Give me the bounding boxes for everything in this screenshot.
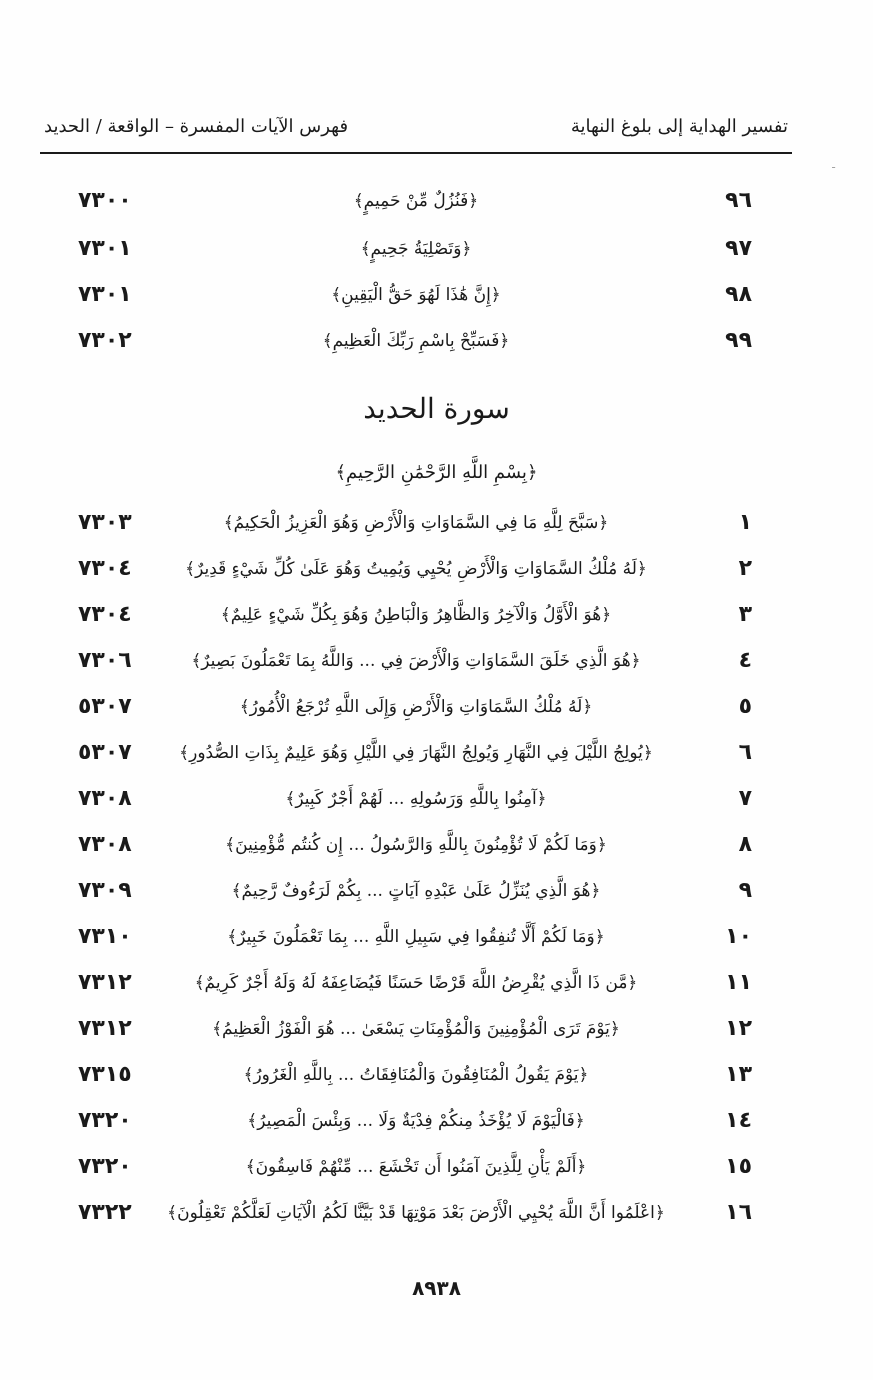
table-row bbox=[40, 1014, 792, 1048]
page-reference: ٧٣٠٩ bbox=[78, 878, 132, 903]
page-reference: ٧٣٠٣ bbox=[78, 510, 132, 535]
verse-number: ١٦ bbox=[725, 1200, 752, 1225]
table-row bbox=[40, 326, 792, 360]
verse-text: ﴿اعْلَمُوا أَنَّ اللَّهَ يُحْيِي الْأَرْضَ بَعْدَ مَوْتِهَا قَدْ بَيَّنَّا لَكُمُ الْآيَاتِ لَعَلَّكُمْ تَعْقِلُونَ﴾ bbox=[167, 1203, 665, 1223]
verse-text: ﴿أَلَمْ يَأْنِ لِلَّذِينَ آمَنُوا أَن تَخْشَعَ ... مِّنْهُمْ فَاسِقُونَ﴾ bbox=[245, 1157, 587, 1177]
page-reference: ٧٣١٢ bbox=[78, 970, 132, 995]
verse-number: ٥ bbox=[738, 694, 752, 719]
table-row bbox=[40, 554, 792, 588]
page-reference: ٧٣٠٨ bbox=[78, 786, 132, 811]
table-row bbox=[40, 968, 792, 1002]
table-row bbox=[40, 784, 792, 818]
page-reference: ٧٣١٠ bbox=[78, 924, 132, 949]
verse-text: ﴿وَمَا لَكُمْ أَلَّا تُنفِقُوا فِي سَبِيلِ اللَّهِ ... بِمَا تَعْمَلُونَ خَبِيرٌ﴾ bbox=[227, 927, 605, 947]
running-header bbox=[40, 112, 792, 154]
page-reference: ٧٣٢٠ bbox=[78, 1154, 132, 1179]
table-row bbox=[40, 280, 792, 314]
verse-text: ﴿فَنُزُلٌ مِّنْ حَمِيمٍ﴾ bbox=[353, 191, 479, 211]
table-row bbox=[40, 738, 792, 772]
table-row bbox=[40, 692, 792, 726]
verse-number: ٩٨ bbox=[725, 282, 752, 307]
verse-number: ١١ bbox=[725, 970, 752, 995]
book-title: تفسير الهداية إلى بلوغ النهاية bbox=[570, 116, 788, 137]
page-reference: ٧٣٠٤ bbox=[78, 556, 132, 581]
page-reference: ٧٣٠١ bbox=[78, 282, 132, 307]
page-reference: ٧٣٠٠ bbox=[78, 188, 132, 213]
table-row bbox=[40, 508, 792, 542]
verse-number: ٩ bbox=[738, 878, 752, 903]
page-reference: ٧٣٠٢ bbox=[78, 328, 132, 353]
table-row bbox=[40, 1152, 792, 1186]
verse-number: ٩٦ bbox=[725, 188, 752, 213]
verse-number: ٤ bbox=[738, 648, 752, 673]
verse-text: ﴿فَسَبِّحْ بِاسْمِ رَبِّكَ الْعَظِيمِ﴾ bbox=[322, 331, 510, 351]
page-reference: ٧٣٠٦ bbox=[78, 648, 132, 673]
verse-text: ﴿سَبَّحَ لِلَّهِ مَا فِي السَّمَاوَاتِ وَالْأَرْضِ وَهُوَ الْعَزِيزُ الْحَكِيمُ﴾ bbox=[223, 513, 609, 533]
verse-text: ﴿وَتَصْلِيَةُ جَحِيمٍ﴾ bbox=[360, 239, 472, 259]
page-reference: ٥٣٠٧ bbox=[78, 694, 132, 719]
verse-text: ﴿مَّن ذَا الَّذِي يُقْرِضُ اللَّهَ قَرْضًا حَسَنًا فَيُضَاعِفَهُ لَهُ وَلَهُ أَجْرٌ كَرِيمٌ﴾ bbox=[194, 973, 638, 993]
table-row bbox=[40, 646, 792, 680]
verse-number: ١٠ bbox=[725, 924, 752, 949]
page-reference: ٧٣٢٢ bbox=[78, 1200, 132, 1225]
page-reference: ٧٣٠٨ bbox=[78, 832, 132, 857]
page-reference: ٧٣٠٤ bbox=[78, 602, 132, 627]
verse-number: ٢ bbox=[738, 556, 752, 581]
section-title: فهرس الآيات المفسرة – الواقعة / الحديد bbox=[44, 116, 349, 137]
table-row bbox=[40, 1060, 792, 1094]
page-reference: ٧٣١٥ bbox=[78, 1062, 132, 1087]
page-reference: ٧٣١٢ bbox=[78, 1016, 132, 1041]
verse-text: ﴿يَوْمَ يَقُولُ الْمُنَافِقُونَ وَالْمُنَافِقَاتُ ... بِاللَّهِ الْغَرُورُ﴾ bbox=[243, 1065, 589, 1085]
margin-mark: ـ bbox=[832, 160, 835, 171]
verse-number: ١٥ bbox=[725, 1154, 752, 1179]
verse-text: ﴿يَوْمَ تَرَى الْمُؤْمِنِينَ وَالْمُؤْمِنَاتِ يَسْعَىٰ ... هُوَ الْفَوْزُ الْعَظِيمُ﴾ bbox=[212, 1019, 620, 1039]
verse-text: ﴿وَمَا لَكُمْ لَا تُؤْمِنُونَ بِاللَّهِ وَالرَّسُولُ ... إِن كُنتُم مُّؤْمِنِينَ﴾ bbox=[225, 835, 607, 855]
verse-text: ﴿لَهُ مُلْكُ السَّمَاوَاتِ وَالْأَرْضِ يُحْيِي وَيُمِيتُ وَهُوَ عَلَىٰ كُلِّ شَيْءٍ قَدِيرٌ﴾ bbox=[185, 559, 647, 579]
table-row bbox=[40, 830, 792, 864]
table-row bbox=[40, 1106, 792, 1140]
verse-text: ﴿هُوَ الْأَوَّلُ وَالْآخِرُ وَالظَّاهِرُ وَالْبَاطِنُ وَهُوَ بِكُلِّ شَيْءٍ عَلِيمٌ﴾ bbox=[220, 605, 612, 625]
table-row bbox=[40, 186, 792, 220]
verse-number: ١٣ bbox=[725, 1062, 752, 1087]
page-reference: ٧٣٠١ bbox=[78, 236, 132, 261]
verse-text: ﴿يُولِجُ اللَّيْلَ فِي النَّهَارِ وَيُولِجُ النَّهَارَ فِي اللَّيْلِ وَهُوَ عَلِيمٌ بِذَاتِ الصُّدُورِ﴾ bbox=[179, 743, 653, 763]
verse-number: ١٢ bbox=[725, 1016, 752, 1041]
verse-number: ٣ bbox=[738, 602, 752, 627]
verse-text: ﴿إِنَّ هَٰذَا لَهُوَ حَقُّ الْيَقِينِ﴾ bbox=[331, 285, 501, 305]
page-reference: ٧٣٢٠ bbox=[78, 1108, 132, 1133]
table-row bbox=[40, 876, 792, 910]
table-row bbox=[40, 234, 792, 268]
page-reference: ٥٣٠٧ bbox=[78, 740, 132, 765]
table-row bbox=[40, 1198, 792, 1232]
table-row bbox=[40, 600, 792, 634]
verse-text: ﴿لَهُ مُلْكُ السَّمَاوَاتِ وَالْأَرْضِ وَإِلَى اللَّهِ تُرْجَعُ الْأُمُورُ﴾ bbox=[239, 697, 593, 717]
verse-text: ﴿هُوَ الَّذِي يُنَزِّلُ عَلَىٰ عَبْدِهِ آيَاتٍ ... بِكُمْ لَرَءُوفٌ رَّحِيمٌ﴾ bbox=[231, 881, 601, 901]
verse-number: ١ bbox=[738, 510, 752, 535]
verse-text: ﴿هُوَ الَّذِي خَلَقَ السَّمَاوَاتِ وَالْأَرْضَ فِي ... وَاللَّهُ بِمَا تَعْمَلُونَ بَصِيرٌ﴾ bbox=[191, 651, 641, 671]
verse-number: ٩٩ bbox=[725, 328, 752, 353]
page-number: ٨٩٣٨ bbox=[412, 1276, 461, 1300]
verse-number: ٩٧ bbox=[725, 236, 752, 261]
verse-text: ﴿آمِنُوا بِاللَّهِ وَرَسُولِهِ ... لَهُمْ أَجْرٌ كَبِيرٌ﴾ bbox=[285, 789, 547, 809]
verse-number: ٨ bbox=[738, 832, 752, 857]
surah-title: سورة الحديد bbox=[363, 392, 510, 425]
verse-text: ﴿فَالْيَوْمَ لَا يُؤْخَذُ مِنكُمْ فِدْيَةٌ وَلَا ... وَبِئْسَ الْمَصِيرُ﴾ bbox=[247, 1111, 585, 1131]
table-row bbox=[40, 922, 792, 956]
verse-number: ١٤ bbox=[725, 1108, 752, 1133]
verse-number: ٧ bbox=[738, 786, 752, 811]
verse-number: ٦ bbox=[738, 740, 752, 765]
basmala: ﴿بِسْمِ اللَّهِ الرَّحْمَٰنِ الرَّحِيمِ﴾ bbox=[335, 462, 538, 483]
